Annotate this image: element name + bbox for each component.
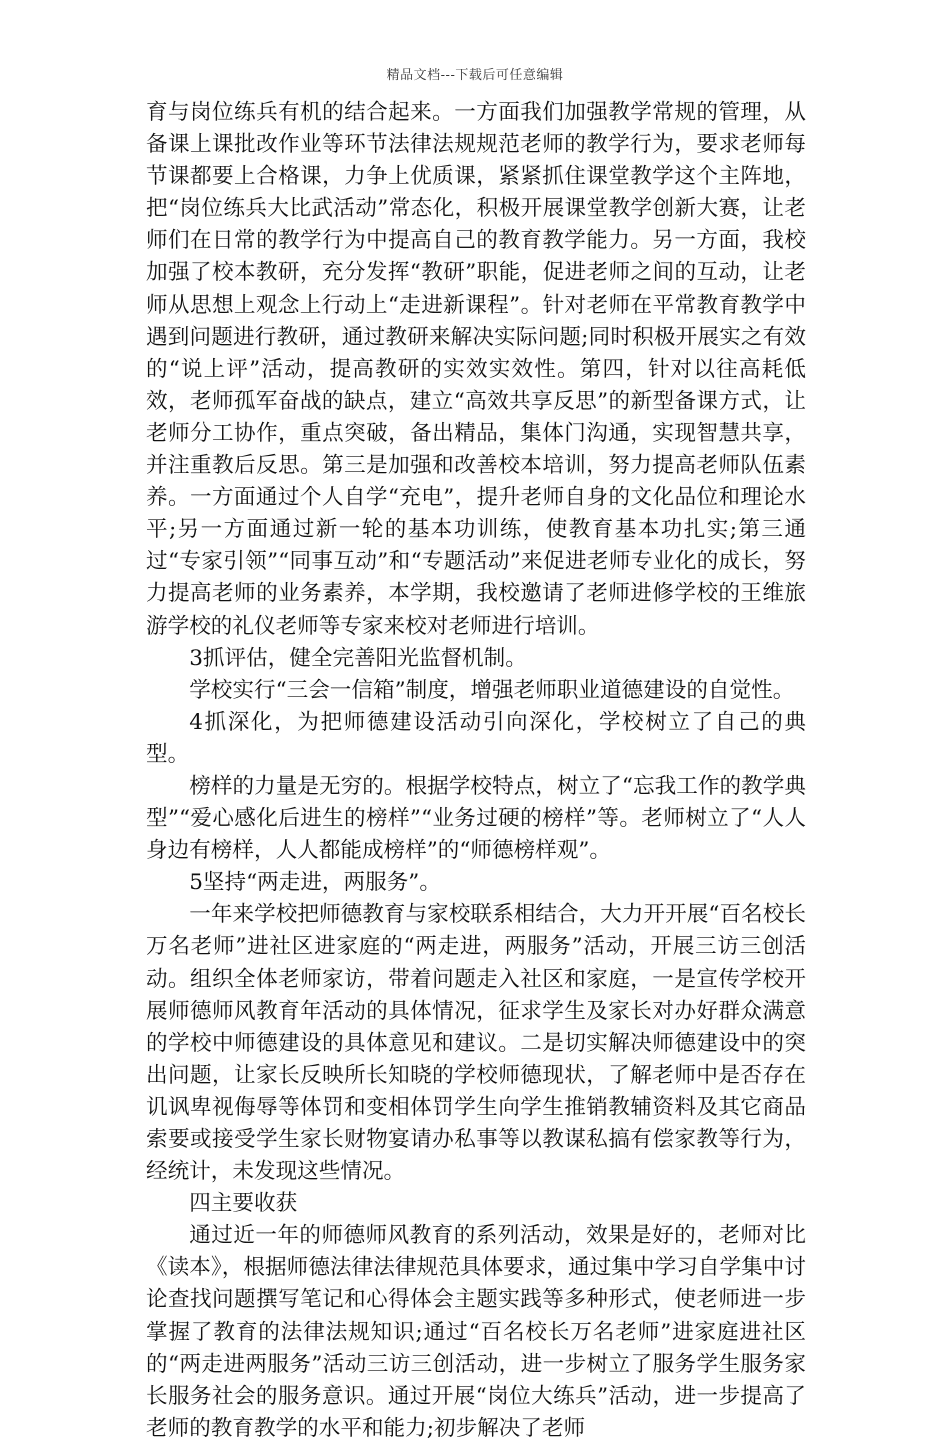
paragraph: 5坚持“两走进，两服务”。: [189, 870, 441, 896]
paragraph: 3抓评估，健全完善阳光监督机制。: [189, 645, 527, 671]
paragraph: 一年来学校把师德教育与家校联系相结合，大力开开展“百名校长万名老师”进社区进家庭的“两走进，两服务”活动，开展三访三创活动。组织全体老师家访，带着问题走入社区和家庭，一是宣传学校开展师德师风教育年活动的具体情况，征求学生及家长对办好群众满意的学校中师德建设的具体意见和建议。二是切实解决师德建设中的突出问题，让家长反映所长知晓的学校师德现状，了解老师中是否存在讥讽卑视侮辱等体罚和变相体罚学生向学生推销教辅资料及其它商品索要或接受学生家长财物宴请办私事等以教谋私搞有偿家教等行为，经统计，未发现这些情况。: [146, 902, 806, 1185]
section-heading: 四主要收获: [189, 1191, 298, 1217]
paragraph: 榜样的力量是无穷的。根据学校特点，树立了“忘我工作的教学典型”“爱心感化后进生的榜样”“业务过硬的榜样”等。老师树立了“人人身边有榜样，人人都能成榜样”的“师德榜样观”。: [146, 773, 806, 864]
paragraph: 学校实行“三会一信箱”制度，增强老师职业道德建设的自觉性。: [189, 677, 795, 703]
paragraph: 通过近一年的师德师风教育的系列活动，效果是好的，老师对比《读本》，根据师德法律法律规范具体要求，通过集中学习自学集中讨论查找问题撰写笔记和心得体会主题实践等多种形式，使老师进一步掌握了教育的法律法规知识;通过“百名校长万名老师”进家庭进社区的“两走进两服务”活动三访三创活动，进一步树立了服务学生服务家长服务社会的服务意识。通过开展“岗位大练兵”活动，进一步提高了老师的教育教学的水平和能力;初步解决了老师: [146, 1223, 806, 1441]
paragraph: 4抓深化，为把师德建设活动引向深化，学校树立了自己的典型。: [146, 709, 806, 767]
body-text: [146, 97, 806, 1445]
paragraph: 育与岗位练兵有机的结合起来。一方面我们加强教学常规的管理，从备课上课批改作业等环节法律法规规范老师的教学行为，要求老师每节课都要上合格课，力争上优质课，紧紧抓住课堂教学这个主阵地，把“岗位练兵大比武活动”常态化，积极开展课堂教学创新大赛，让老师们在日常的教学行为中提高自己的教育教学能力。另一方面，我校加强了校本教研，充分发挥“教研”职能，促进老师之间的互动，让老师从思想上观念上行动上“走进新课程”。针对老师在平常教育教学中遇到问题进行教研，通过教研来解决实际问题;同时积极开展实之有效的“说上评”活动，提高教研的实效实效性。第四，针对以往高耗低效，老师孤军奋战的缺点，建立“高效共享反思”的新型备课方式，让老师分工协作，重点突破，备出精品，集体门沟通，实现智慧共享，并注重教后反思。第三是加强和改善校本培训，努力提高老师队伍素养。一方面通过个人自学“充电”，提升老师自身的文化品位和理论水平;另一方面通过新一轮的基本功训练，使教育基本功扎实;第三通过“专家引领”“同事互动”和“专题活动”来促进老师专业化的成长，努力提高老师的业务素养，本学期，我校邀请了老师进修学校的王维旅游学校的礼仪老师等专家来校对老师进行培训。: [146, 100, 806, 639]
page-header: 精品文档---下载后可任意编辑: [386, 68, 564, 83]
